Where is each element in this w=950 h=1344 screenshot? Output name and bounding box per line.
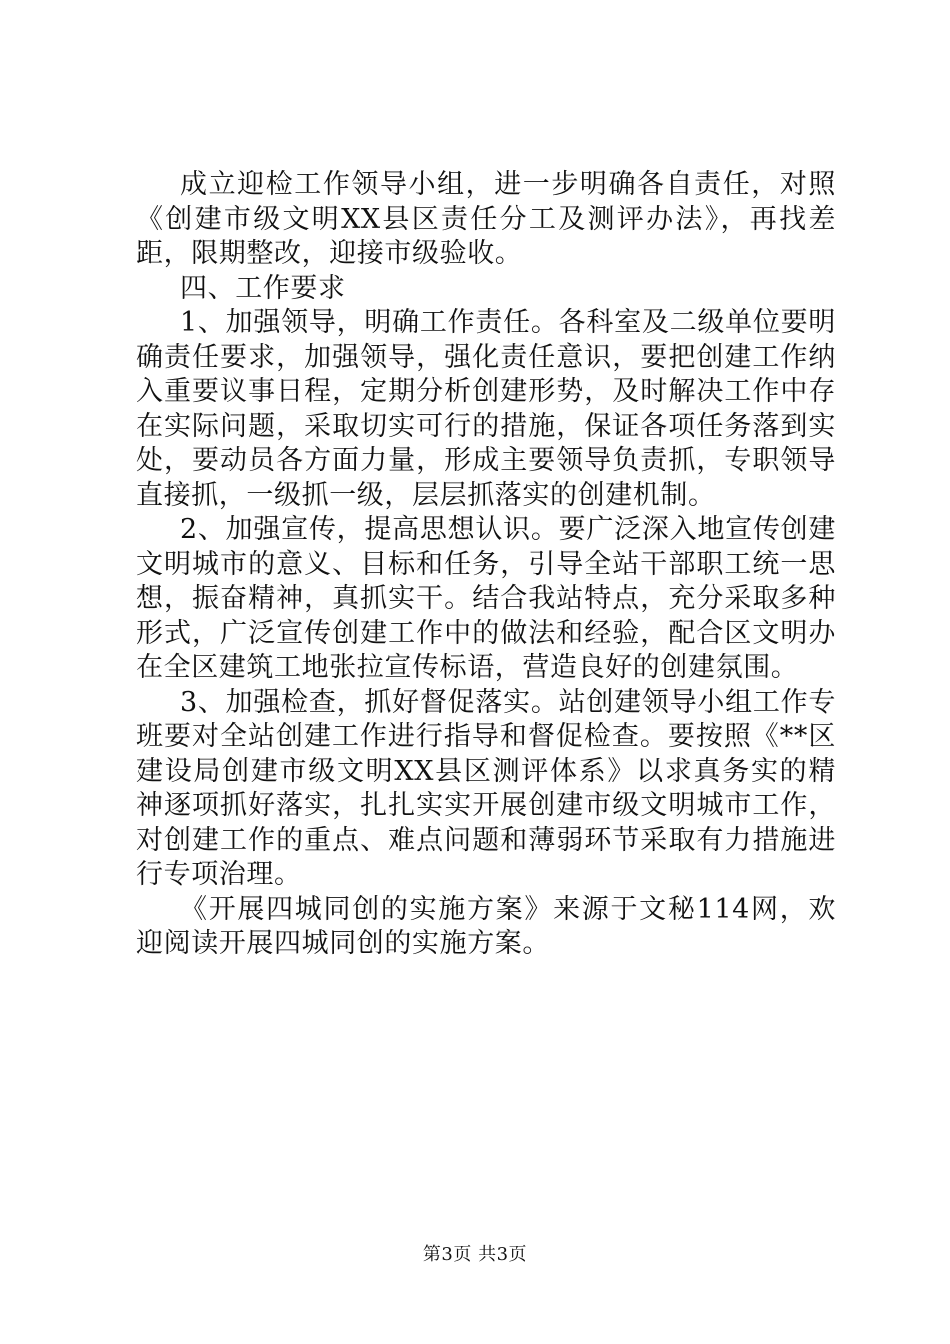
section-heading-work-requirements: 四、工作要求 bbox=[180, 272, 346, 304]
paragraph-requirement-inspection: 3、加强检查，抓好督促落实。站创建领导小组工作专班要对全站创建工作进行指导和督促检查。要按照《**区建设局创建市级文明XX县区测评体系》以求真务实的精神逐项抓好落实，扎扎实实开展创建市级文明城市工作，对创建工作的重点、难点问题和薄弱环节采取有力措施进行专项治理。 bbox=[136, 686, 836, 890]
paragraph-inspection-group: 成立迎检工作领导小组，进一步明确各自责任，对照《创建市级文明XX县区责任分工及测评办法》，再找差距，限期整改，迎接市级验收。 bbox=[136, 169, 836, 269]
document-body bbox=[136, 168, 836, 962]
paragraph-source-note: 《开展四城同创的实施方案》来源于文秘114网，欢迎阅读开展四城同创的实施方案。 bbox=[136, 893, 836, 959]
page-number-footer: 第3页 共3页 bbox=[422, 1244, 528, 1265]
paragraph-requirement-publicity: 2、加强宣传，提高思想认识。要广泛深入地宣传创建文明城市的意义、目标和任务，引导全站干部职工统一思想，振奋精神，真抓实干。结合我站特点，充分采取多种形式，广泛宣传创建工作中的做法和经验，配合区文明办在全区建筑工地张拉宣传标语，营造良好的创建氛围。 bbox=[136, 514, 836, 683]
paragraph-requirement-leadership: 1、加强领导，明确工作责任。各科室及二级单位要明确责任要求，加强领导，强化责任意识，要把创建工作纳入重要议事日程，定期分析创建形势，及时解决工作中存在实际问题，采取切实可行的措施，保证各项任务落到实处，要动员各方面力量，形成主要领导负责抓，专职领导直接抓，一级抓一级，层层抓落实的创建机制。 bbox=[136, 307, 836, 511]
